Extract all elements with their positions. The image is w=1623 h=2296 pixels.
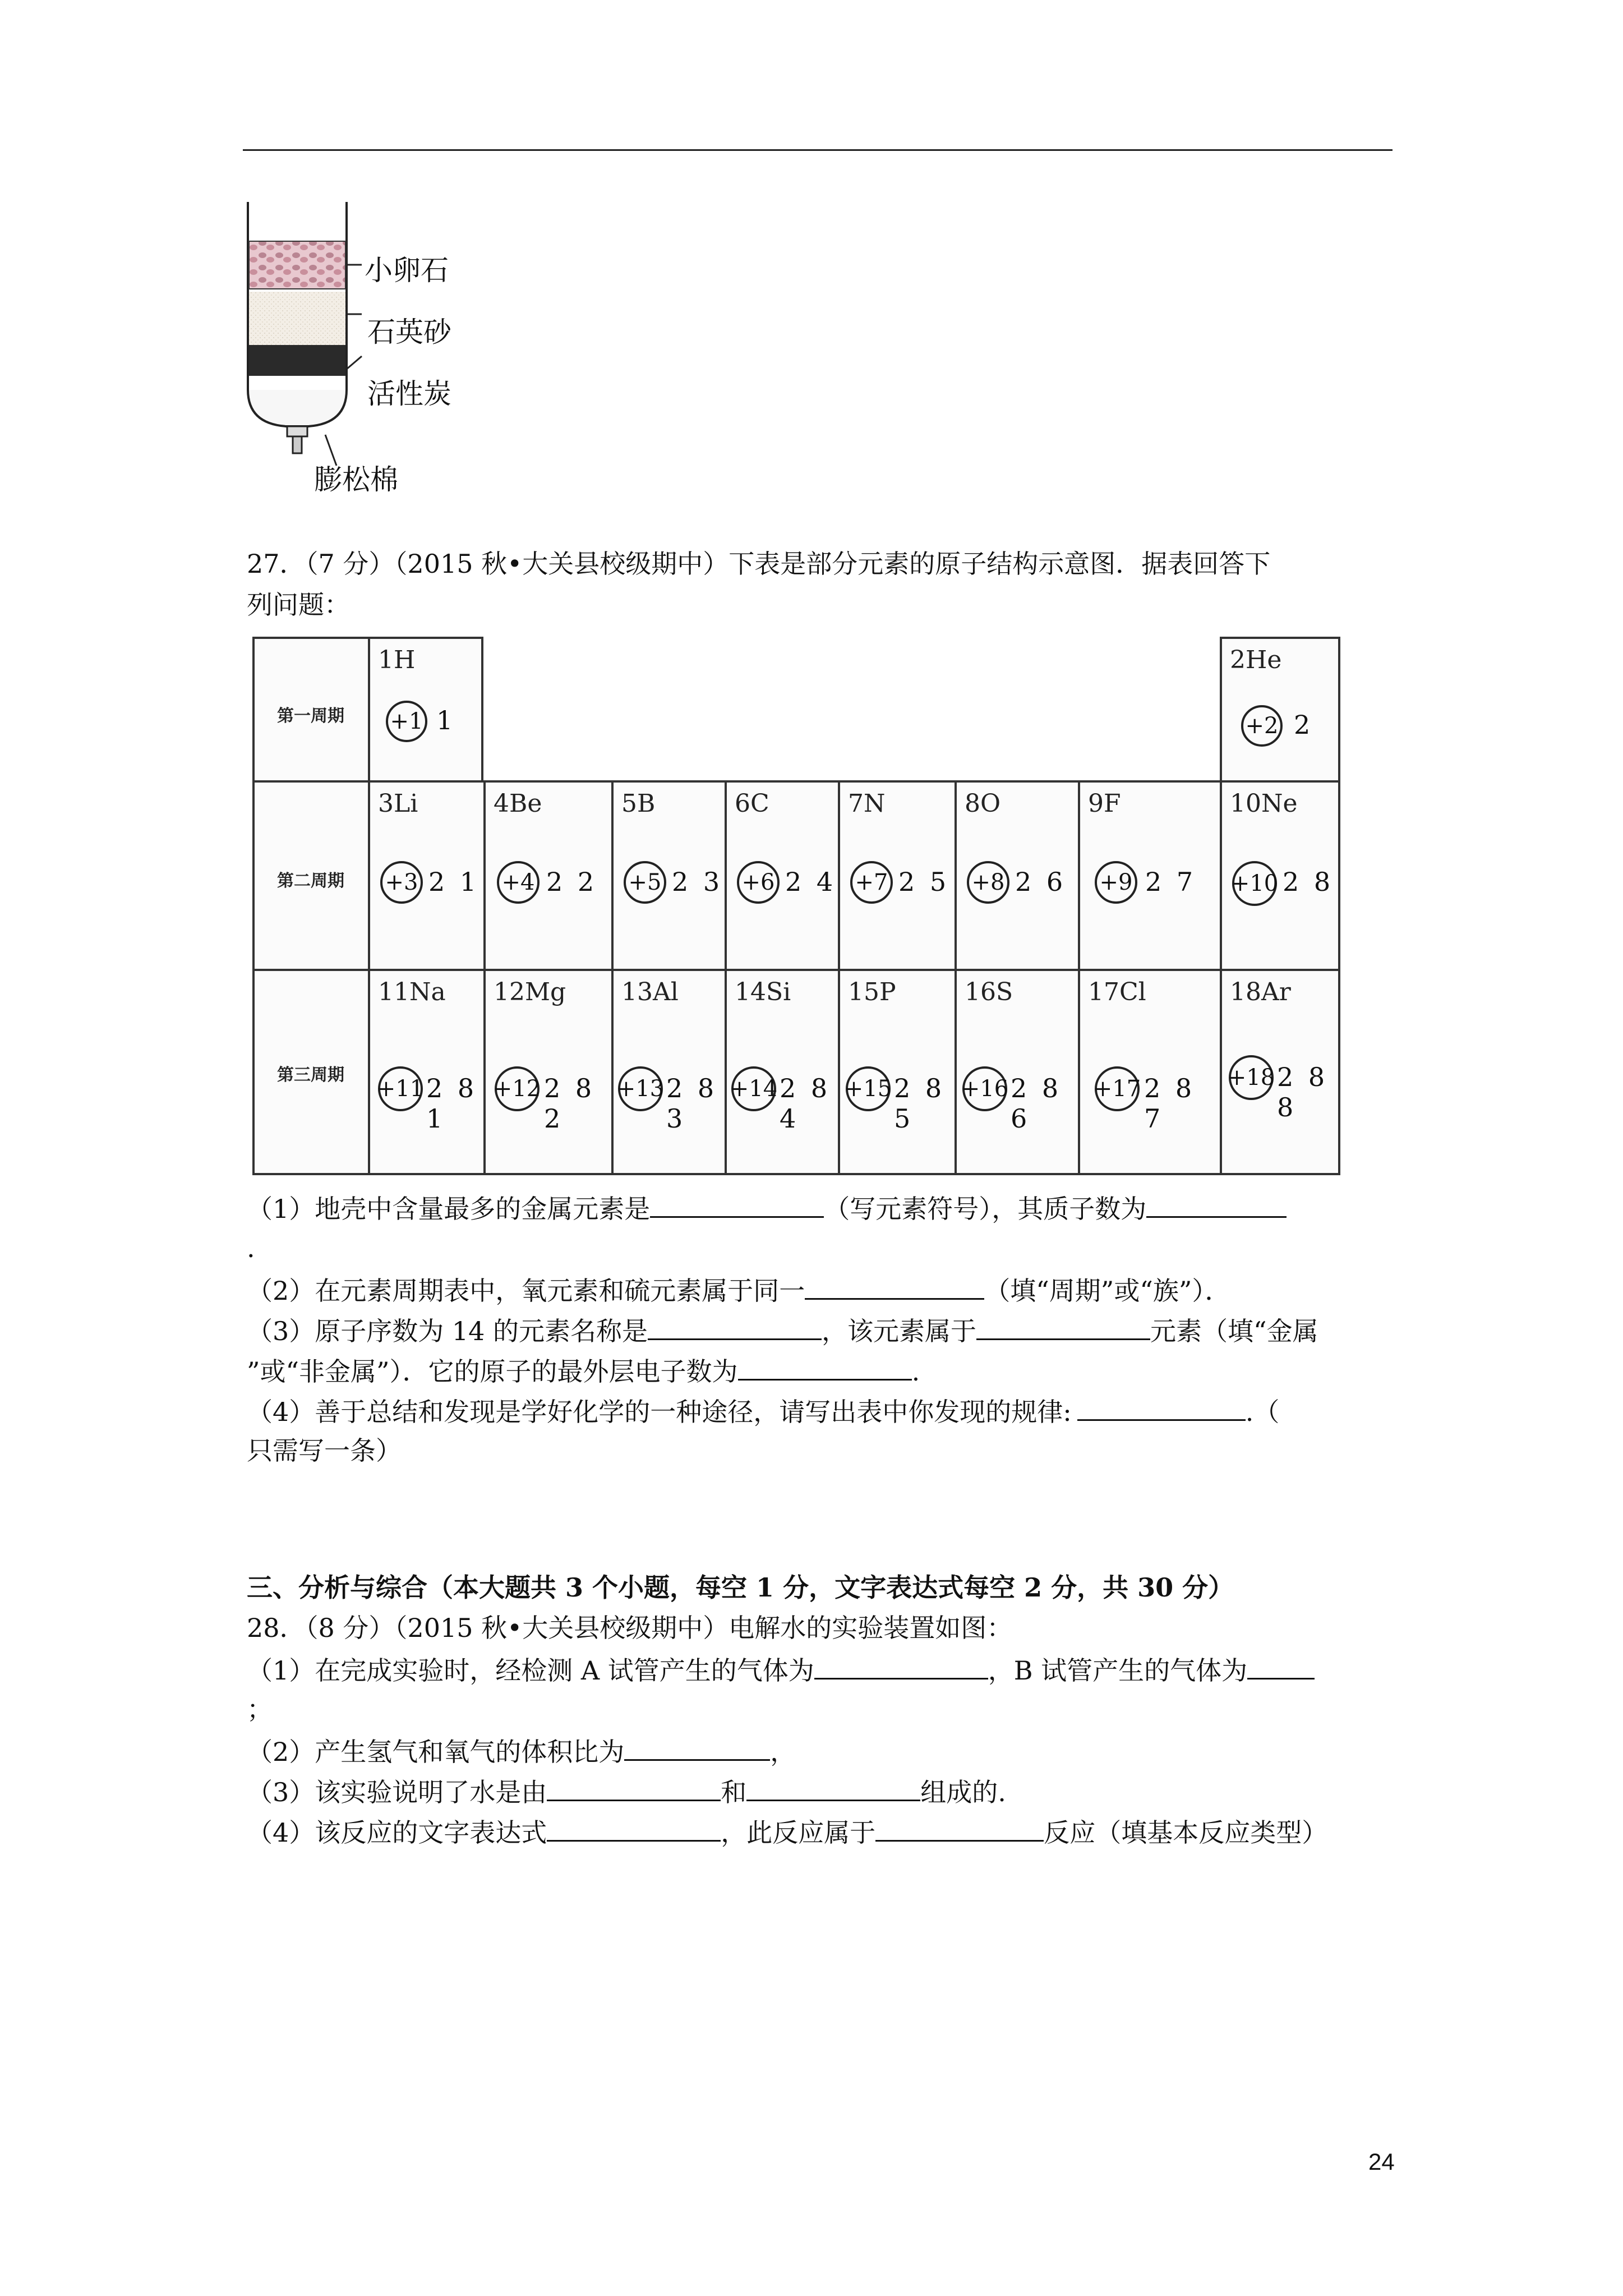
element-cell: [955, 969, 1080, 1175]
q27-sub4: [247, 1393, 1279, 1429]
q27-sub3-text-a: （3）原子序数为 14 的元素名称是: [247, 1316, 648, 1346]
element-label: 4Be: [494, 789, 542, 818]
answer-blank[interactable]: [547, 1814, 721, 1842]
period-cell-2: [252, 780, 370, 971]
filter-label-quartz-sand: 石英砂: [367, 316, 451, 348]
element-label: 14Si: [735, 978, 791, 1006]
answer-blank[interactable]: [650, 1190, 824, 1218]
q28-sub1: [247, 1652, 1315, 1687]
answer-blank[interactable]: [1077, 1393, 1246, 1421]
q28-sub1-text-a: （1）在完成实验时，经检测 A 试管产生的气体为: [247, 1655, 814, 1686]
answer-blank[interactable]: [814, 1652, 988, 1680]
answer-blank[interactable]: [805, 1272, 984, 1300]
nucleus: +4: [497, 861, 540, 904]
q28-sub3-text-b: 和: [721, 1777, 747, 1807]
electron-shells: 2 8 3: [666, 1073, 718, 1134]
period-label: 第三周期: [277, 1065, 344, 1085]
element-cell: [368, 969, 486, 1175]
q27-title-line1: 27．（7 分）（2015 秋•大关县校级期中）下表是部分元素的原子结构示意图．据表回答下: [247, 549, 1271, 579]
answer-blank[interactable]: [738, 1353, 912, 1381]
element-cell: [1078, 969, 1222, 1175]
page-number: 24: [1368, 2148, 1395, 2175]
element-label: 9F: [1088, 789, 1121, 818]
element-label: 15P: [848, 978, 896, 1006]
element-cell: [611, 780, 727, 971]
q27-sub3: [247, 1313, 1318, 1348]
element-cell: [725, 969, 840, 1175]
q28-title: 28．（8 分）（2015 秋•大关县校级期中）电解水的实验装置如图：: [247, 1613, 1013, 1643]
period-cell-1: [252, 637, 370, 783]
water-filter-figure: [241, 202, 499, 494]
q27-title-line2: 列问题：: [247, 590, 350, 620]
element-cell: [955, 780, 1080, 971]
q27-sub3-text-d: ”或“非金属”）．它的原子的最外层电子数为: [247, 1356, 738, 1387]
q28-sub1-end: ；: [247, 1694, 273, 1724]
answer-blank[interactable]: [1146, 1190, 1287, 1218]
period-cell-3: [252, 969, 370, 1175]
nucleus: +13: [618, 1066, 663, 1111]
q27-sub4-text-a: （4）善于总结和发现是学好化学的一种途径，请写出表中你发现的规律:: [247, 1397, 1072, 1427]
q28-sub2-text-a: （2）产生氢气和氧气的体积比为: [247, 1737, 625, 1767]
q27-sub1-text-b: （写元素符号），其质子数为: [824, 1194, 1147, 1224]
q28-sub4-text-c: 反应（填基本反应类型）: [1044, 1818, 1328, 1848]
element-label: 8O: [965, 789, 1001, 818]
element-label: 2He: [1230, 646, 1282, 674]
q27-sub4-cont: 只需写一条）: [247, 1435, 402, 1466]
q27-sub3-cont: [247, 1353, 920, 1388]
filter-label-cotton: 膨松棉: [314, 463, 398, 496]
nucleus: +6: [737, 861, 780, 904]
element-label: 3Li: [378, 789, 418, 818]
period-label: 第二周期: [277, 871, 344, 891]
element-label: 1H: [378, 646, 416, 674]
electron-shells: 2 8: [1283, 867, 1334, 897]
q27-sub1-end: .: [247, 1233, 255, 1263]
q28-sub1-text-b: ，B 试管产生的气体为: [988, 1655, 1248, 1686]
q28-sub2-text-b: ，: [770, 1737, 796, 1767]
q27-sub3-text-b: ，该元素属于: [822, 1316, 977, 1346]
element-label: 11Na: [378, 978, 446, 1006]
nucleus: +16: [962, 1066, 1007, 1111]
element-label: 10Ne: [1230, 789, 1298, 818]
electron-shells: 2 1: [428, 867, 480, 897]
answer-blank[interactable]: [875, 1814, 1044, 1842]
element-cell: [838, 780, 957, 971]
electron-shells: 2 2: [546, 867, 598, 897]
electron-shells: 2 5: [898, 867, 950, 897]
electron-shells: 2 6: [1015, 867, 1067, 897]
answer-blank[interactable]: [1247, 1652, 1315, 1680]
nucleus: +14: [731, 1066, 776, 1111]
q28-sub3-text-a: （3）该实验说明了水是由: [247, 1777, 547, 1807]
element-cell: [1220, 637, 1340, 783]
nucleus: +1: [386, 701, 427, 742]
q28-sub4-text-b: ，此反应属于: [721, 1818, 876, 1848]
q27-sub3-text-c: 元素（填“金属: [1150, 1316, 1318, 1346]
periodic-table: [252, 637, 1340, 1175]
element-cell: [1220, 780, 1340, 971]
electron-shells: 2 8 1: [426, 1073, 478, 1134]
element-label: 12Mg: [494, 978, 566, 1006]
element-label: 18Ar: [1230, 978, 1291, 1006]
nucleus: +18: [1229, 1055, 1274, 1100]
q28-sub3: [247, 1774, 1006, 1809]
nucleus: +15: [846, 1066, 891, 1111]
q28-sub4: [247, 1814, 1327, 1849]
element-label: 6C: [735, 789, 769, 818]
nucleus: +12: [495, 1066, 540, 1111]
header-rule: [243, 149, 1393, 151]
element-cell: [483, 969, 614, 1175]
q27-sub2: [247, 1272, 1230, 1308]
nucleus: +7: [850, 861, 893, 904]
electron-shells: 1: [436, 705, 457, 735]
nucleus: +5: [624, 861, 666, 904]
answer-blank[interactable]: [976, 1313, 1150, 1340]
nucleus: +9: [1095, 861, 1137, 904]
element-label: 17Cl: [1088, 978, 1146, 1006]
electron-shells: 2 3: [672, 867, 723, 897]
answer-blank[interactable]: [624, 1733, 770, 1761]
element-cell: [483, 780, 614, 971]
element-cell: [1078, 780, 1222, 971]
element-cell: [838, 969, 957, 1175]
nucleus: +2: [1241, 705, 1283, 747]
electron-shells: 2 8 5: [894, 1073, 946, 1134]
nucleus: +3: [380, 861, 423, 904]
element-label: 7N: [848, 789, 886, 818]
electron-shells: 2 8 4: [780, 1073, 831, 1134]
nucleus: +10: [1232, 861, 1277, 906]
answer-blank[interactable]: [746, 1774, 920, 1801]
q27-sub1-text-a: （1）地壳中含量最多的金属元素是: [247, 1194, 651, 1224]
answer-blank[interactable]: [648, 1313, 822, 1340]
section3-heading: 三、分析与综合（本大题共 3 个小题，每空 1 分，文字表达式每空 2 分，共 30 分）: [247, 1572, 1234, 1603]
q28-sub3-text-c: 组成的.: [920, 1777, 1006, 1807]
element-cell: [725, 780, 840, 971]
electron-shells: 2 8 7: [1144, 1073, 1196, 1134]
electron-shells: 2 8 2: [544, 1073, 596, 1134]
electron-shells: 2 8 6: [1011, 1073, 1062, 1134]
q27-sub3-text-e: .: [911, 1356, 920, 1387]
nucleus: +17: [1095, 1066, 1140, 1111]
q27-sub1: [247, 1190, 1287, 1226]
electron-shells: 2 8 8: [1277, 1062, 1329, 1122]
filter-label-pebbles: 小卵石: [365, 254, 449, 287]
element-label: 16S: [965, 978, 1013, 1006]
element-cell: [368, 780, 486, 971]
answer-blank[interactable]: [547, 1774, 721, 1801]
electron-shells: 2: [1294, 710, 1314, 740]
q27-sub4-text-b: .（: [1245, 1397, 1280, 1427]
q28-sub2: [247, 1733, 796, 1769]
filter-label-activated-carbon: 活性炭: [367, 378, 451, 410]
nucleus: +11: [378, 1066, 423, 1111]
electron-shells: 2 7: [1145, 867, 1197, 897]
q28-sub4-text-a: （4）该反应的文字表达式: [247, 1818, 547, 1848]
element-cell: [1220, 969, 1340, 1175]
electron-shells: 2 4: [785, 867, 837, 897]
element-label: 13Al: [621, 978, 679, 1006]
element-cell: [611, 969, 727, 1175]
nucleus: +8: [967, 861, 1009, 904]
q27-sub2-text-b: （填“周期”或“族”）．: [984, 1276, 1231, 1306]
period-label: 第一周期: [277, 706, 344, 726]
element-label: 5B: [621, 789, 656, 818]
q27-sub2-text-a: （2）在元素周期表中，氧元素和硫元素属于同一: [247, 1276, 805, 1306]
element-cell: [368, 637, 483, 783]
